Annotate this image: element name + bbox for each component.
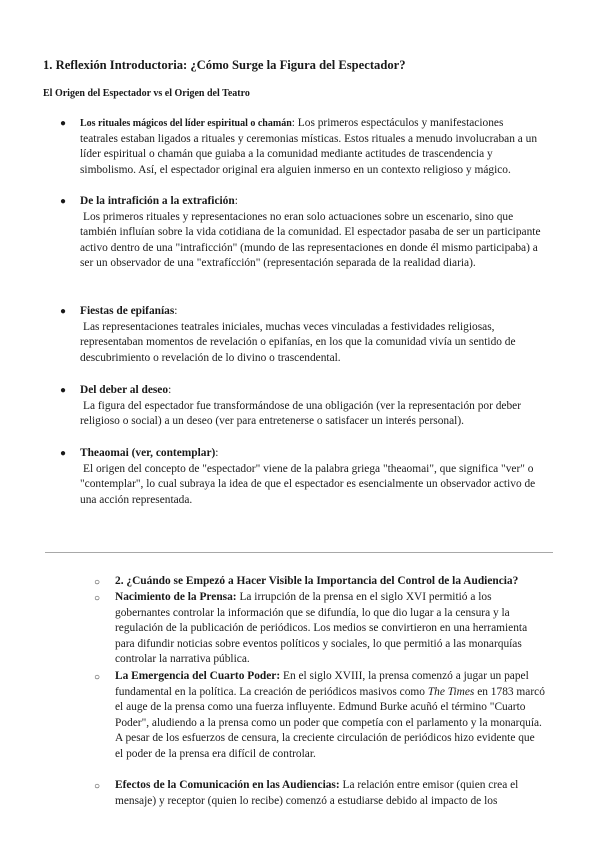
bullet-item — [60, 383, 542, 430]
bullet-term: Theaomai (ver, contemplar) — [80, 447, 216, 459]
bullet-text: Las representaciones teatrales iniciales, muchas veces vinculadas a festividades religiosas, representaban momentos de revelación o epifanías, en los que la comunidad vivía un sentido de descubrimiento o revelación de lo divino o trascendental. — [80, 320, 516, 364]
bullet-text: La figura del espectador fue transformándose de una obligación (ver la representación por deber religioso o social) a un deseo (ver para entretenerse o satisfacer un interés personal). — [80, 399, 522, 427]
bullet-item — [60, 446, 542, 508]
bullet-icon: ● — [60, 118, 67, 129]
sub-bullet-term: Efectos de la Comunicación en las Audiencias: — [115, 779, 340, 791]
circle-bullet-icon: ○ — [94, 781, 101, 792]
sub-bullet-text-continued: en 1783 marcó el auge de la prensa como una fuerza influyente. Edmund Burke acuñó el término "Cuarto Poder", aludiendo a la prensa como un poder que competía con el parlamento y la monarquía. A pesar de los esfuerzos de censura, la creciente circulación de periódicos hizo evidente que el poder de la prensa era difícil de controlar. — [115, 685, 545, 760]
subheading: El Origen del Espectador vs el Origen del Teatro — [43, 88, 250, 99]
sub-bullet-term: Nacimiento de la Prensa: — [115, 591, 237, 603]
bullet-text: Los primeros espectáculos y manifestaciones teatrales estaban ligados a rituales y ceremonias místicas. Estos rituales a menudo involucraban a un líder espiritual o chamán que guiaba a la comunidad mediante actitudes de trascendencia y simbolismo. Así, el espectador original era alguien inmerso en un contexto religioso y mágico. — [80, 117, 538, 176]
sub-bullet-text: En el siglo XVIII, la prensa comenzó a jugar un papel fundamental en la política. La creación de periódicos masivos como — [115, 670, 529, 698]
newspaper-title: The Times — [427, 685, 475, 698]
bullet-icon: ● — [60, 306, 67, 317]
circle-bullet-icon: ○ — [94, 593, 101, 604]
bullet-text: El origen del concepto de "espectador" viene de la palabra griega "theaomai", que significa "ver" o "contemplar", lo cual subraya la idea de que el espectador es esencialmente un observador activo de una acción representada. — [80, 462, 536, 506]
bullet-term: Los rituales mágicos del líder espiritual o chamán — [80, 118, 292, 129]
bullet-icon: ● — [60, 448, 67, 459]
section2-heading: 2. ¿Cuándo se Empezó a Hacer Visible la Importancia del Control de la Audiencia? — [115, 575, 519, 587]
bullet-term: Del deber al deseo — [80, 384, 169, 396]
bullet-item — [60, 194, 542, 272]
section-heading: 1. Reflexión Introductoria: ¿Cómo Surge la Figura del Espectador? — [43, 58, 406, 72]
sub-bullet-item — [94, 574, 545, 590]
bullet-sep: : — [234, 195, 238, 207]
sub-bullet-item — [94, 778, 545, 809]
bullet-text: Los primeros rituales y representaciones no eran solo actuaciones sobre un escenario, sino que también influían sobre la vida cotidiana de la comunidad. El espectador pasaba de ser un participante activo dentro de una "intraficción" (mundo de las representaciones en donde él mismo participaba) a ser un observador de una "extrafícción" (representación separada de la realidad diaria). — [80, 210, 541, 269]
sub-bullet-text: La relación entre emisor (quien crea el mensaje) y receptor (quien lo recibe) comenzó a estudiarse debido al impacto de los — [115, 779, 519, 807]
bullet-sep: : — [174, 305, 178, 317]
circle-bullet-icon: ○ — [94, 577, 101, 588]
bullet-term: Fiestas de epifanías — [80, 305, 175, 317]
bullet-sep: : — [168, 384, 172, 396]
bullet-term: De la intrafición a la extrafición — [80, 195, 235, 207]
sub-bullet-term: La Emergencia del Cuarto Poder: — [115, 670, 281, 682]
bullet-sep: : — [291, 117, 295, 129]
bullet-item — [60, 116, 542, 178]
sub-bullet-item — [94, 590, 545, 668]
sub-bullet-item — [94, 669, 545, 762]
bullet-sep: : — [215, 447, 219, 459]
bullet-icon: ● — [60, 385, 67, 396]
sub-bullet-text: La irrupción de la prensa en el siglo XVI permitió a los gobernantes controlar la información que se difundía, lo que dio lugar a la censura y la regulación de la publicación de periódicos. Los medios se convirtieron en una herramienta para difundir noticias sobre eventos políticos y sociales, lo que permitió a las monarquías controlar la narrativa pública. — [115, 591, 528, 665]
bullet-item — [60, 304, 542, 366]
bullet-icon: ● — [60, 196, 67, 207]
circle-bullet-icon: ○ — [94, 672, 101, 683]
horizontal-divider — [45, 552, 553, 553]
